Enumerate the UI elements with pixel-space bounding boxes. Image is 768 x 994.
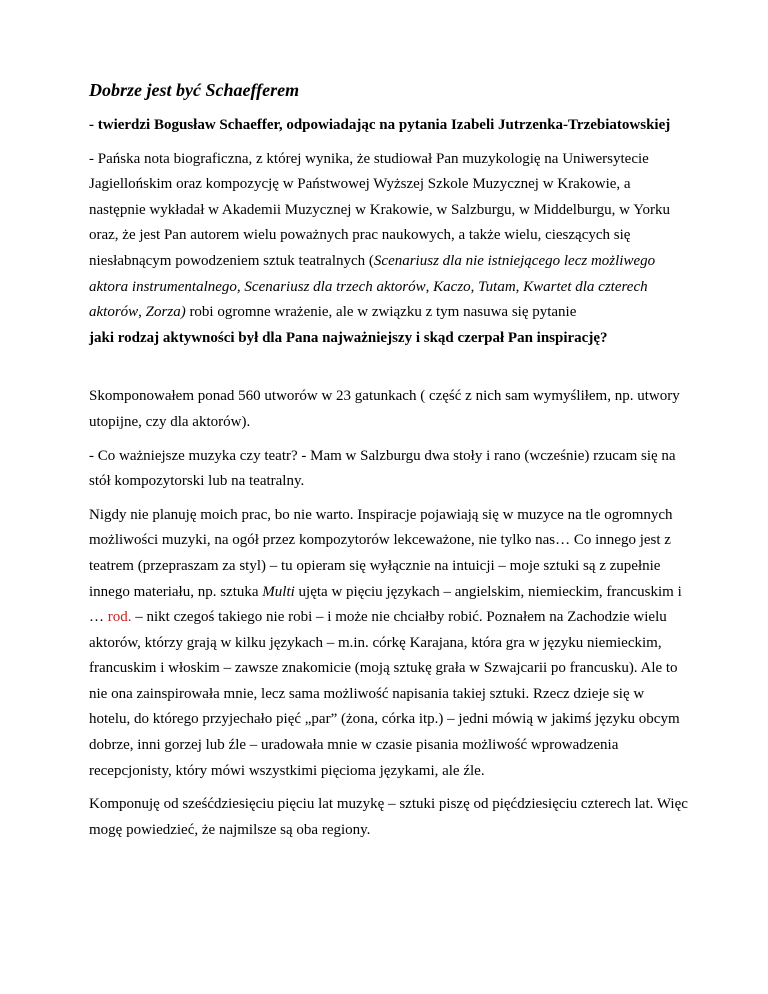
answer-2 bbox=[89, 503, 689, 785]
question-1-continuation: robi ogromne wrażenie, ale w związku z tym nasuwa się pytanie bbox=[185, 304, 577, 321]
document-page bbox=[89, 76, 689, 851]
answer-3: Komponuję od sześćdziesięciu pięciu lat muzykę – sztuki piszę od pięćdziesięciu czterech lat. Więc mogę powiedzieć, że najmilsze są oba regiony. bbox=[89, 796, 688, 838]
question-2: - Co ważniejsze muzyka czy teatr? - Mam w Salzburgu dwa stoły i rano (wcześnie) rzucam się na stół kompozytorski lub na teatralny. bbox=[89, 447, 676, 490]
question-1-intro: - Pańska nota biograficzna, z której wynika, że studiował Pan muzykologię na Uniwersytecie Jagiellońskim oraz kompozycję w Państwowej Wyższej Szkole Muzycznej w Krakowie, a następnie wykładał w Akademii Muzycznej w Krakowie, w Salzburgu, w Middelburgu, w Yorku oraz, że jest Pan autorem wielu poważnych prac naukowych, a także wielu, cieszących się niesłabnącym powodzeniem sztuk teatralnych ( bbox=[89, 150, 671, 269]
play-title-multi: Multi bbox=[262, 583, 295, 600]
question-1: - Pańska nota biograficzna, z której wynika, że studiował Pan muzykologię na Uniwersytecie Jagiellońskim oraz kompozycję w Państwowej Wyższej Szkole Muzycznej w Krakowie, a następnie wykładał w Akademii Muzycznej w Krakowie, w Salzburgu, w Middelburgu, w Yorku oraz, że jest Pan autorem wielu poważnych prac naukowych, a także wielu, cieszących się niesłabnącym powodzeniem sztuk teatralnych (Scenariusz dla nie istniejącego lecz możliwego aktora instrumentalnego, Scenariusz dla trzech aktorów, Kaczo, Tutam, Kwartet dla czterech aktorów, Zorza) robi ogromne wrażenie, ale w związku z tym nasuwa się pytanie jaki rodzaj aktywności był dla Pana najważniejszy i skąd czerpał Pan inspirację? bbox=[89, 150, 671, 346]
play-title-scenariusz-aktora: Scenariusz dla nie istniejącego lecz możliwego aktora instrumentalnego bbox=[89, 252, 656, 295]
play-title-kaczo: Kaczo bbox=[433, 278, 471, 295]
answer-2-part-b: ujęta w pięciu językach – angielskim, niemieckim, francuskim i … bbox=[89, 583, 682, 626]
red-text: rod. bbox=[107, 609, 132, 626]
article-subtitle: - twierdzi Bogusław Schaeffer, odpowiadając na pytania Izabeli Jutrzenka-Trzebiatowskiej bbox=[89, 117, 671, 133]
article-title: Dobrze jest być Schaefferem bbox=[89, 80, 300, 100]
answer-2-part-a: Nigdy nie planuję moich prac, bo nie warto. Inspiracje pojawiają się w muzyce na tle ogromnych możliwości muzyki, na ogół przez kompozytorów lekceważone, nie tylko nas… Co innego jest z teatrem (przepraszam za styl) – tu opieram się wyłącznie na intuicji – moje sztuki są z zupełnie innego materiału, np. sztuka bbox=[89, 506, 673, 600]
play-title-tutam: Tutam bbox=[478, 278, 516, 295]
play-title-scenariusz-trzech: Scenariusz dla trzech aktorów bbox=[244, 278, 426, 295]
question-1-bold: jaki rodzaj aktywności był dla Pana najważniejszy i skąd czerpał Pan inspirację? bbox=[89, 329, 608, 346]
play-title-zorza: Zorza) bbox=[145, 304, 186, 321]
answer-1: Skomponowałem ponad 560 utworów w 23 gatunkach ( część z nich sam wymyśliłem, np. utwory utopijne, czy dla aktorów). bbox=[89, 388, 680, 430]
answer-2-part-c: – nikt czegoś takiego nie robi – i może nie chciałby robić. Poznałem na Zachodzie wielu aktorów, którzy grają w kilku językach – m.in. córkę Karajana, która gra w języku niemieckim, francuskim i włoskim – zawsze znakomicie (moją sztukę grała w Szwajcarii po francusku). Ale to nie ona zainspirowała mnie, lecz sama możliwość napisania takiej sztuki. Rzecz dzieje się w hotelu, do którego przyjechało pięć „par” (żona, córka itp.) – jedni mówią w jakimś języku obcym dobrze, inni gorzej lub źle – uradowała mnie w czasie pisania możliwość wprowadzenia recepcjonisty, który mówi wszystkimi pięcioma językami, ale źle. bbox=[89, 609, 680, 779]
play-title-kwartet: Kwartet dla czterech aktorów bbox=[89, 278, 648, 321]
